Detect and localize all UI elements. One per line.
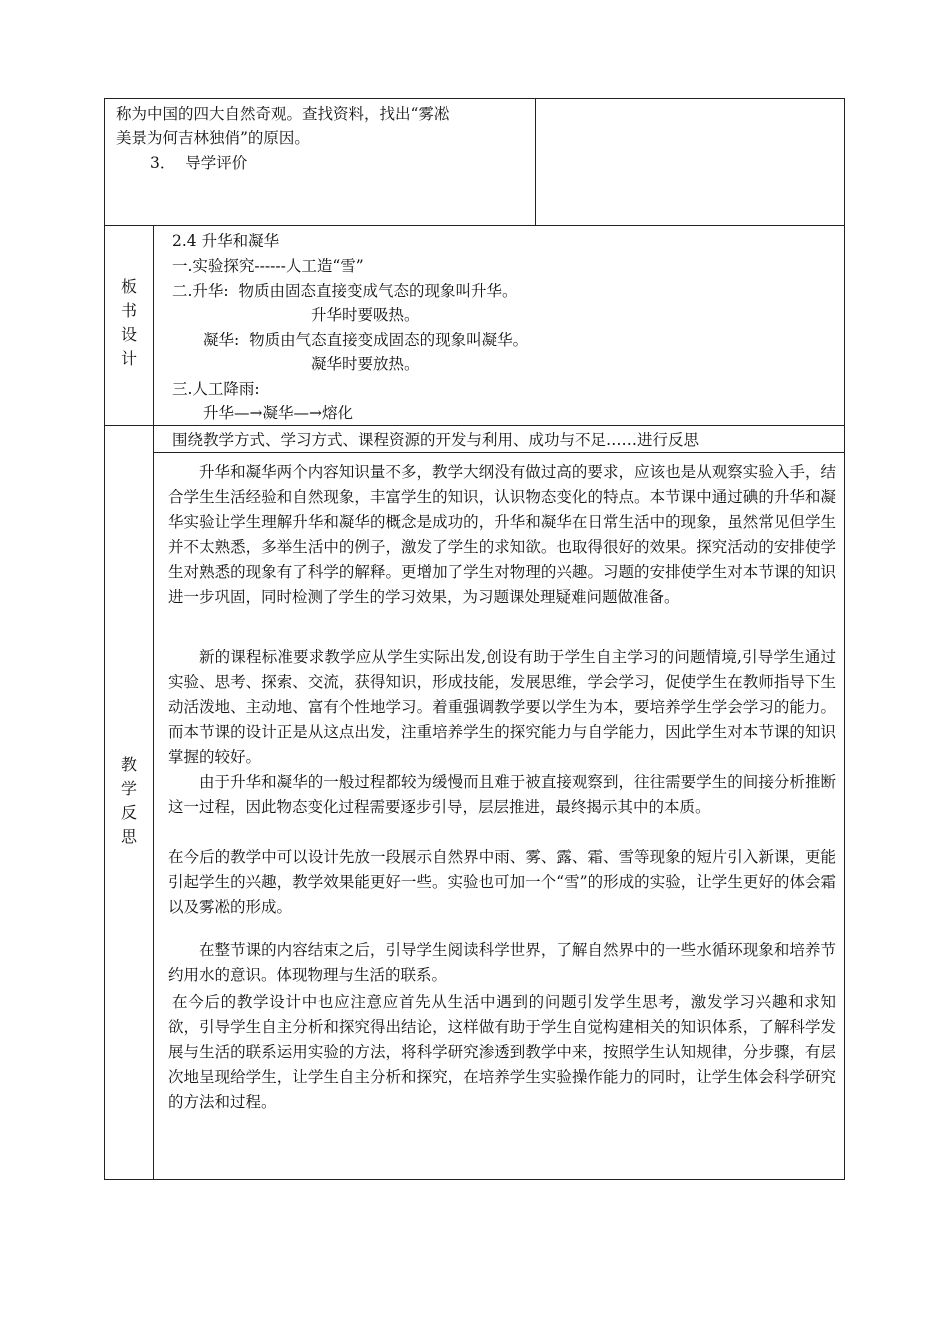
divider-label-column: [153, 225, 154, 1180]
reflection-paragraph-2: 新的课程标准要求教学应从学生实际出发,创设有助于学生自主学习的问题情境,引导学生通过实验、思考、探索、交流，获得知识，形成技能，发展思维，学会学习，促使学生在教师指导下生动活泼地、主动地、富有个性地学习。着重强调教学要以学生为本，要培养学生学会学习的能力。而本节课的设计正是从这点出发，注重培养学生的探究能力与自学能力，因此学生对本节课的知识掌握的较好。: [168, 648, 836, 766]
reflection-paragraph-4: 在今后的教学中可以设计先放一段展示自然界中雨、雾、露、霜、雪等现象的短片引入新课，更能引起学生的兴趣，教学效果能更好一些。实验也可加一个“雪”的形成的实验，让学生更好的体会霜以及雾凇的形成。: [168, 848, 836, 916]
board-line-2: 一.实验探究------人工造“雪”: [172, 257, 364, 275]
board-line-6: 凝华时要放热。: [311, 355, 420, 373]
divider-row-1: [104, 225, 845, 226]
reflection-paragraph-3: 由于升华和凝华的一般过程都较为缓慢而且难于被直接观察到，往往需要学生的间接分析推断这一过程，因此物态变化过程需要逐步引导，层层推进，最终揭示其中的本质。: [168, 773, 836, 816]
top-line-2: 美景为何吉林独俏”的原因。: [116, 129, 310, 147]
board-line-5: 凝华: 物质由气态直接变成固态的现象叫凝华。: [203, 331, 529, 349]
reflection-paragraph-6: 在今后的教学设计中也应注意应首先从生活中遇到的问题引发学生思考，激发学习兴趣和求知欲，引导学生自主分析和探究得出结论，这样做有助于学生自觉构建相关的知识体系，了解科学发展与生活的联系运用实验的方法，将科学研究渗透到教学中来，按照学生认知规律，分步骤，有层次地呈现给学生，让学生自主分析和探究，在培养学生实验操作能力的同时，让学生体会科学研究的方法和过程。: [168, 993, 836, 1111]
reflection-header: 围绕教学方式、学习方式、课程资源的开发与利用、成功与不足……进行反思: [172, 431, 700, 449]
reflection-paragraph-1: 升华和凝华两个内容知识量不多，教学大纲没有做过高的要求，应该也是从观察实验入手，结合学生生活经验和自然现象，丰富学生的知识，认识物态变化的特点。本节课中通过碘的升华和凝华实验让学生理解升华和凝华的概念是成功的，升华和凝华在日常生活中的现象，虽然常见但学生并不太熟悉，多举生活中的例子，激发了学生的求知欲。也取得很好的效果。探究活动的安排使学生对熟悉的现象有了科学的解释。更增加了学生对物理的兴趣。习题的安排使学生对本节课的知识进一步巩固，同时检测了学生的学习效果，为习题课处理疑难问题做准备。: [168, 463, 836, 606]
reflection-label: 教 学 反 思: [120, 755, 137, 846]
divider-reflection-header: [153, 452, 845, 453]
board-line-1: 2.4 升华和凝华: [172, 232, 280, 250]
board-design-label: 板 书 设 计: [120, 277, 137, 368]
board-line-3: 二.升华: 物质由固态直接变成气态的现象叫升华。: [172, 282, 518, 300]
divider-row-2: [104, 425, 845, 426]
divider-top-vertical: [535, 99, 536, 225]
reflection-paragraph-5: 在整节课的内容结束之后，引导学生阅读科学世界，了解自然界中的一些水循环现象和培养节约用水的意识。体现物理与生活的联系。: [168, 941, 836, 984]
board-line-4: 升华时要吸热。: [311, 306, 420, 324]
board-line-7: 三.人工降雨:: [172, 380, 260, 398]
board-line-8: 升华—→凝华—→熔化: [203, 404, 353, 422]
top-line-1: 称为中国的四大自然奇观。查找资料，找出“雾凇: [116, 105, 450, 123]
top-line-3: 3． 导学评价: [150, 154, 248, 172]
